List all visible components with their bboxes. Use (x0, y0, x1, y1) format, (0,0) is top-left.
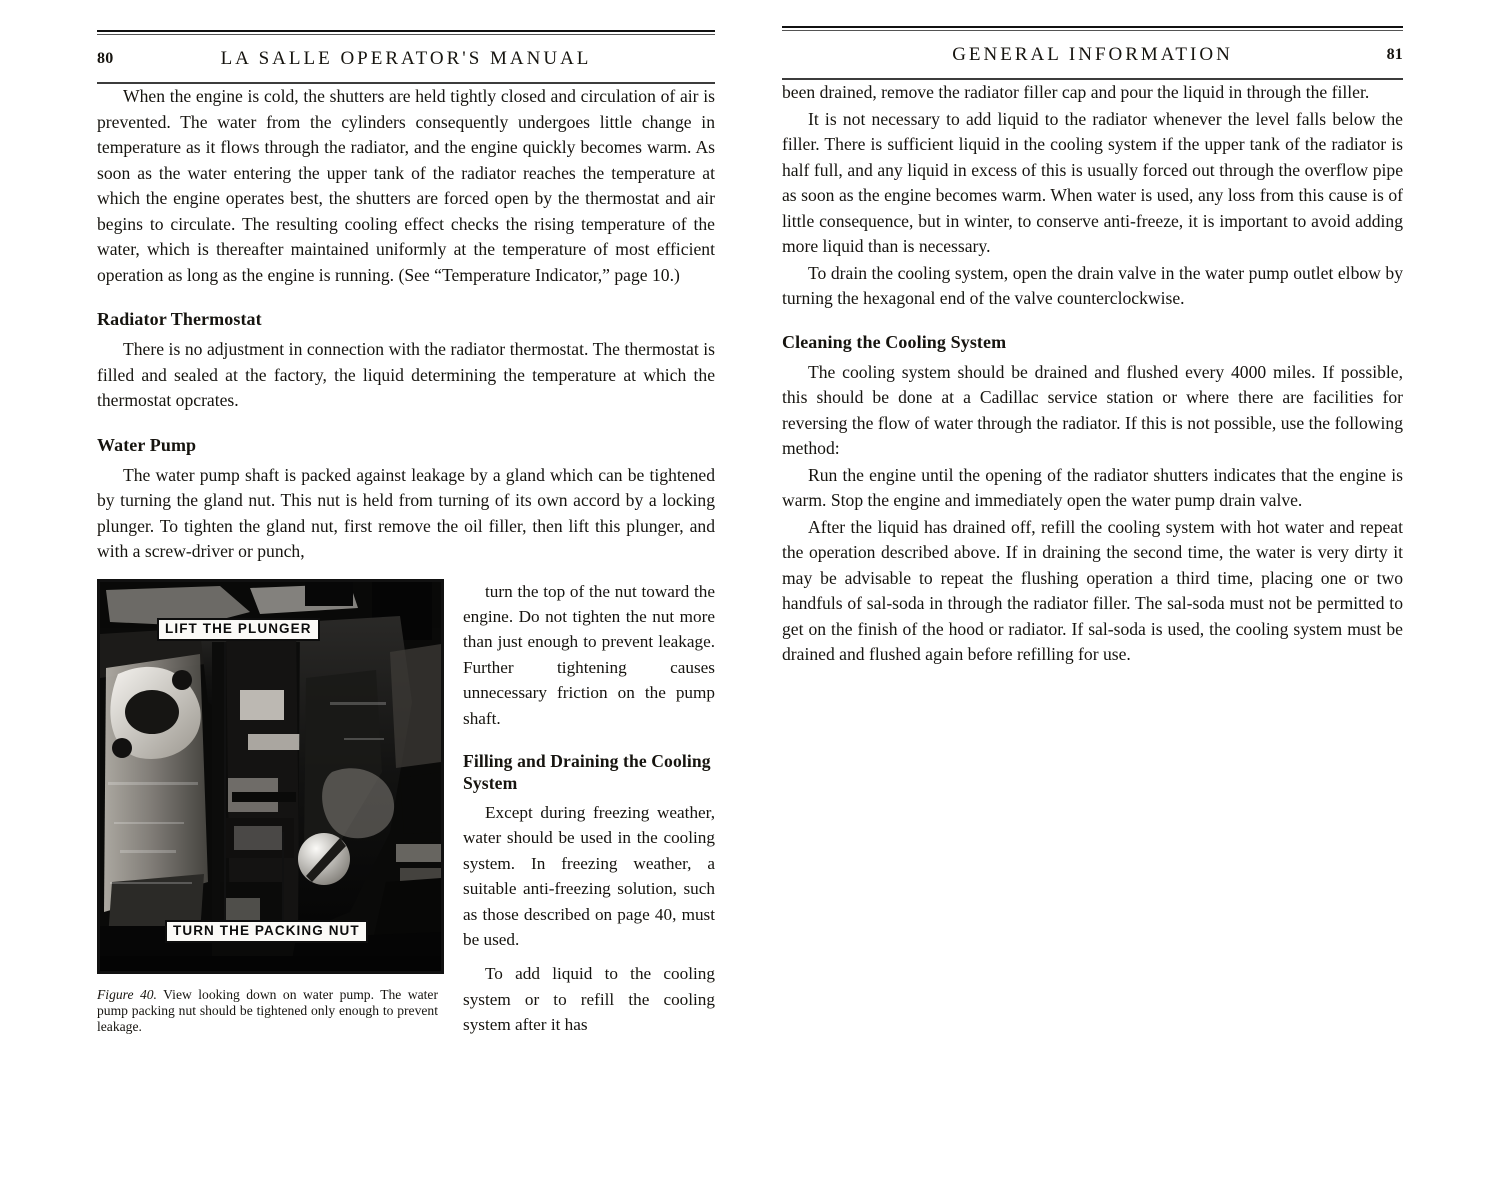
paragraph: To drain the cooling system, open the drain valve in the water pump outlet elbow by turning the hexagonal end of the valve counterclockwise. (782, 262, 1403, 308)
header-rule-top (97, 30, 715, 35)
screw-head-graphic (298, 833, 350, 885)
running-title-right: GENERAL INFORMATION (952, 44, 1233, 65)
paragraph: To add liquid to the cooling system or to refill the cooling system after it has (463, 964, 715, 1035)
page-number-left: 80 (97, 50, 114, 67)
left-column-body (97, 84, 715, 565)
figure-number: Figure 40. (97, 986, 157, 1002)
running-head-right (782, 26, 1403, 80)
figure-40 (97, 579, 442, 1038)
left-wrap-column (463, 579, 715, 1038)
heading-radiator-thermostat: Radiator Thermostat (97, 309, 262, 329)
figure-caption-text: View looking down on water pump. The water pump packing nut should be tightened only enough to prevent leakage. (97, 986, 438, 1035)
callout-turn-the-packing-nut: TURN THE PACKING NUT (165, 920, 368, 943)
leader-line-plunger (224, 642, 226, 942)
flange-graphic (110, 666, 200, 758)
heading-cleaning-the-cooling-system: Cleaning the Cooling System (782, 331, 1007, 352)
figure-and-wrap-column (97, 579, 715, 1038)
water-pump-photograph (97, 579, 444, 974)
paragraph: The water pump shaft is packed against leakage by a gland which can be tightened by turning the gland nut. This nut is held from turning of its own accord by a locking plunger. To tighten the gland nut, first remove the oil filler, then lift this plunger, and with a screw-driver or punch, (97, 464, 715, 561)
leader-line-packing-nut (282, 832, 284, 924)
paragraph: Except during freezing weather, water should be used in the cooling system. In freezing weather, a suitable anti-freezing solution, such as those described on page 40, must be used. (463, 802, 715, 949)
page-right (745, 0, 1489, 1200)
paragraph-continuation: turn the top of the nut toward the engine. Do not tighten the nut more than just enough to prevent leakage. Further tightening causes unnecessary friction on the pump shaft. (463, 581, 715, 728)
header-rule-bottom (782, 78, 1403, 80)
running-head-left (97, 30, 715, 84)
heading-water-pump: Water Pump (97, 434, 197, 455)
paragraph: The cooling system should be drained and flushed every 4000 miles. If possible, this should be done at a Cadillac service station or where there are facilities for reversing the flow of water through the radiator. If this is not possible, use the following method: (782, 361, 1403, 458)
right-column-body (782, 80, 1403, 668)
heading-filling-and-draining: Filling and Draining the Cooling System (463, 750, 711, 793)
paragraph: When the engine is cold, the shutters are held tightly closed and circulation of air is prevented. The water from the cylinders consequently undergoes little change in temperature as it flows through the radiator, and the engine quickly becomes warm. As soon as the water entering the upper tank of the radiator reaches the temperature at which the engine operates best, the shutters are forced open by the thermostat and air begins to circulate. The resulting cooling effect checks the rising temperature of the water, which is thereafter maintained uniformly at the temperature of most efficient operation as long as the engine is running. (See “Temperature Indicator,” page 10.) (97, 86, 715, 285)
running-title-left: LA SALLE OPERATOR'S MANUAL (220, 48, 592, 69)
header-rule-top (782, 26, 1403, 31)
header-rule-bottom (97, 82, 715, 84)
callout-lift-the-plunger: LIFT THE PLUNGER (157, 618, 320, 641)
page-number-right: 81 (1386, 46, 1403, 63)
figure-caption (97, 987, 438, 1036)
paragraph-continuation: been drained, remove the radiator filler cap and pour the liquid in through the filler. (782, 82, 1370, 102)
paragraph: It is not necessary to add liquid to the radiator whenever the level falls below the filler. There is sufficient liquid in the cooling system if the upper tank of the radiator is half full, and any liquid in excess of this is usually forced out through the overflow pipe as soon as the engine becomes warm. When water is used, any loss from this cause is of little consequence, but in winter, to conserve anti-freeze, it is important to avoid adding more liquid than is necessary. (782, 108, 1403, 256)
paragraph: There is no adjustment in connection with the radiator thermostat. The thermostat is filled and sealed at the factory, the liquid determining the temperature at which the thermostat opcrates. (97, 339, 715, 410)
paragraph: After the liquid has drained off, refill the cooling system with hot water and repeat the operation described above. If in draining the second time, the water is very dirty it may be advisable to repeat the flushing operation a third time, placing one or two handfuls of sal-soda in through the radiator filler. The sal-soda must not be permitted to get on the finish of the hood or radiator. If sal-soda is used, the cooling system must be drained and flushed again before refilling for use. (782, 516, 1403, 664)
paragraph: Run the engine until the opening of the radiator shutters indicates that the engine is warm. Stop the engine and immediately open the water pump drain valve. (782, 464, 1403, 510)
